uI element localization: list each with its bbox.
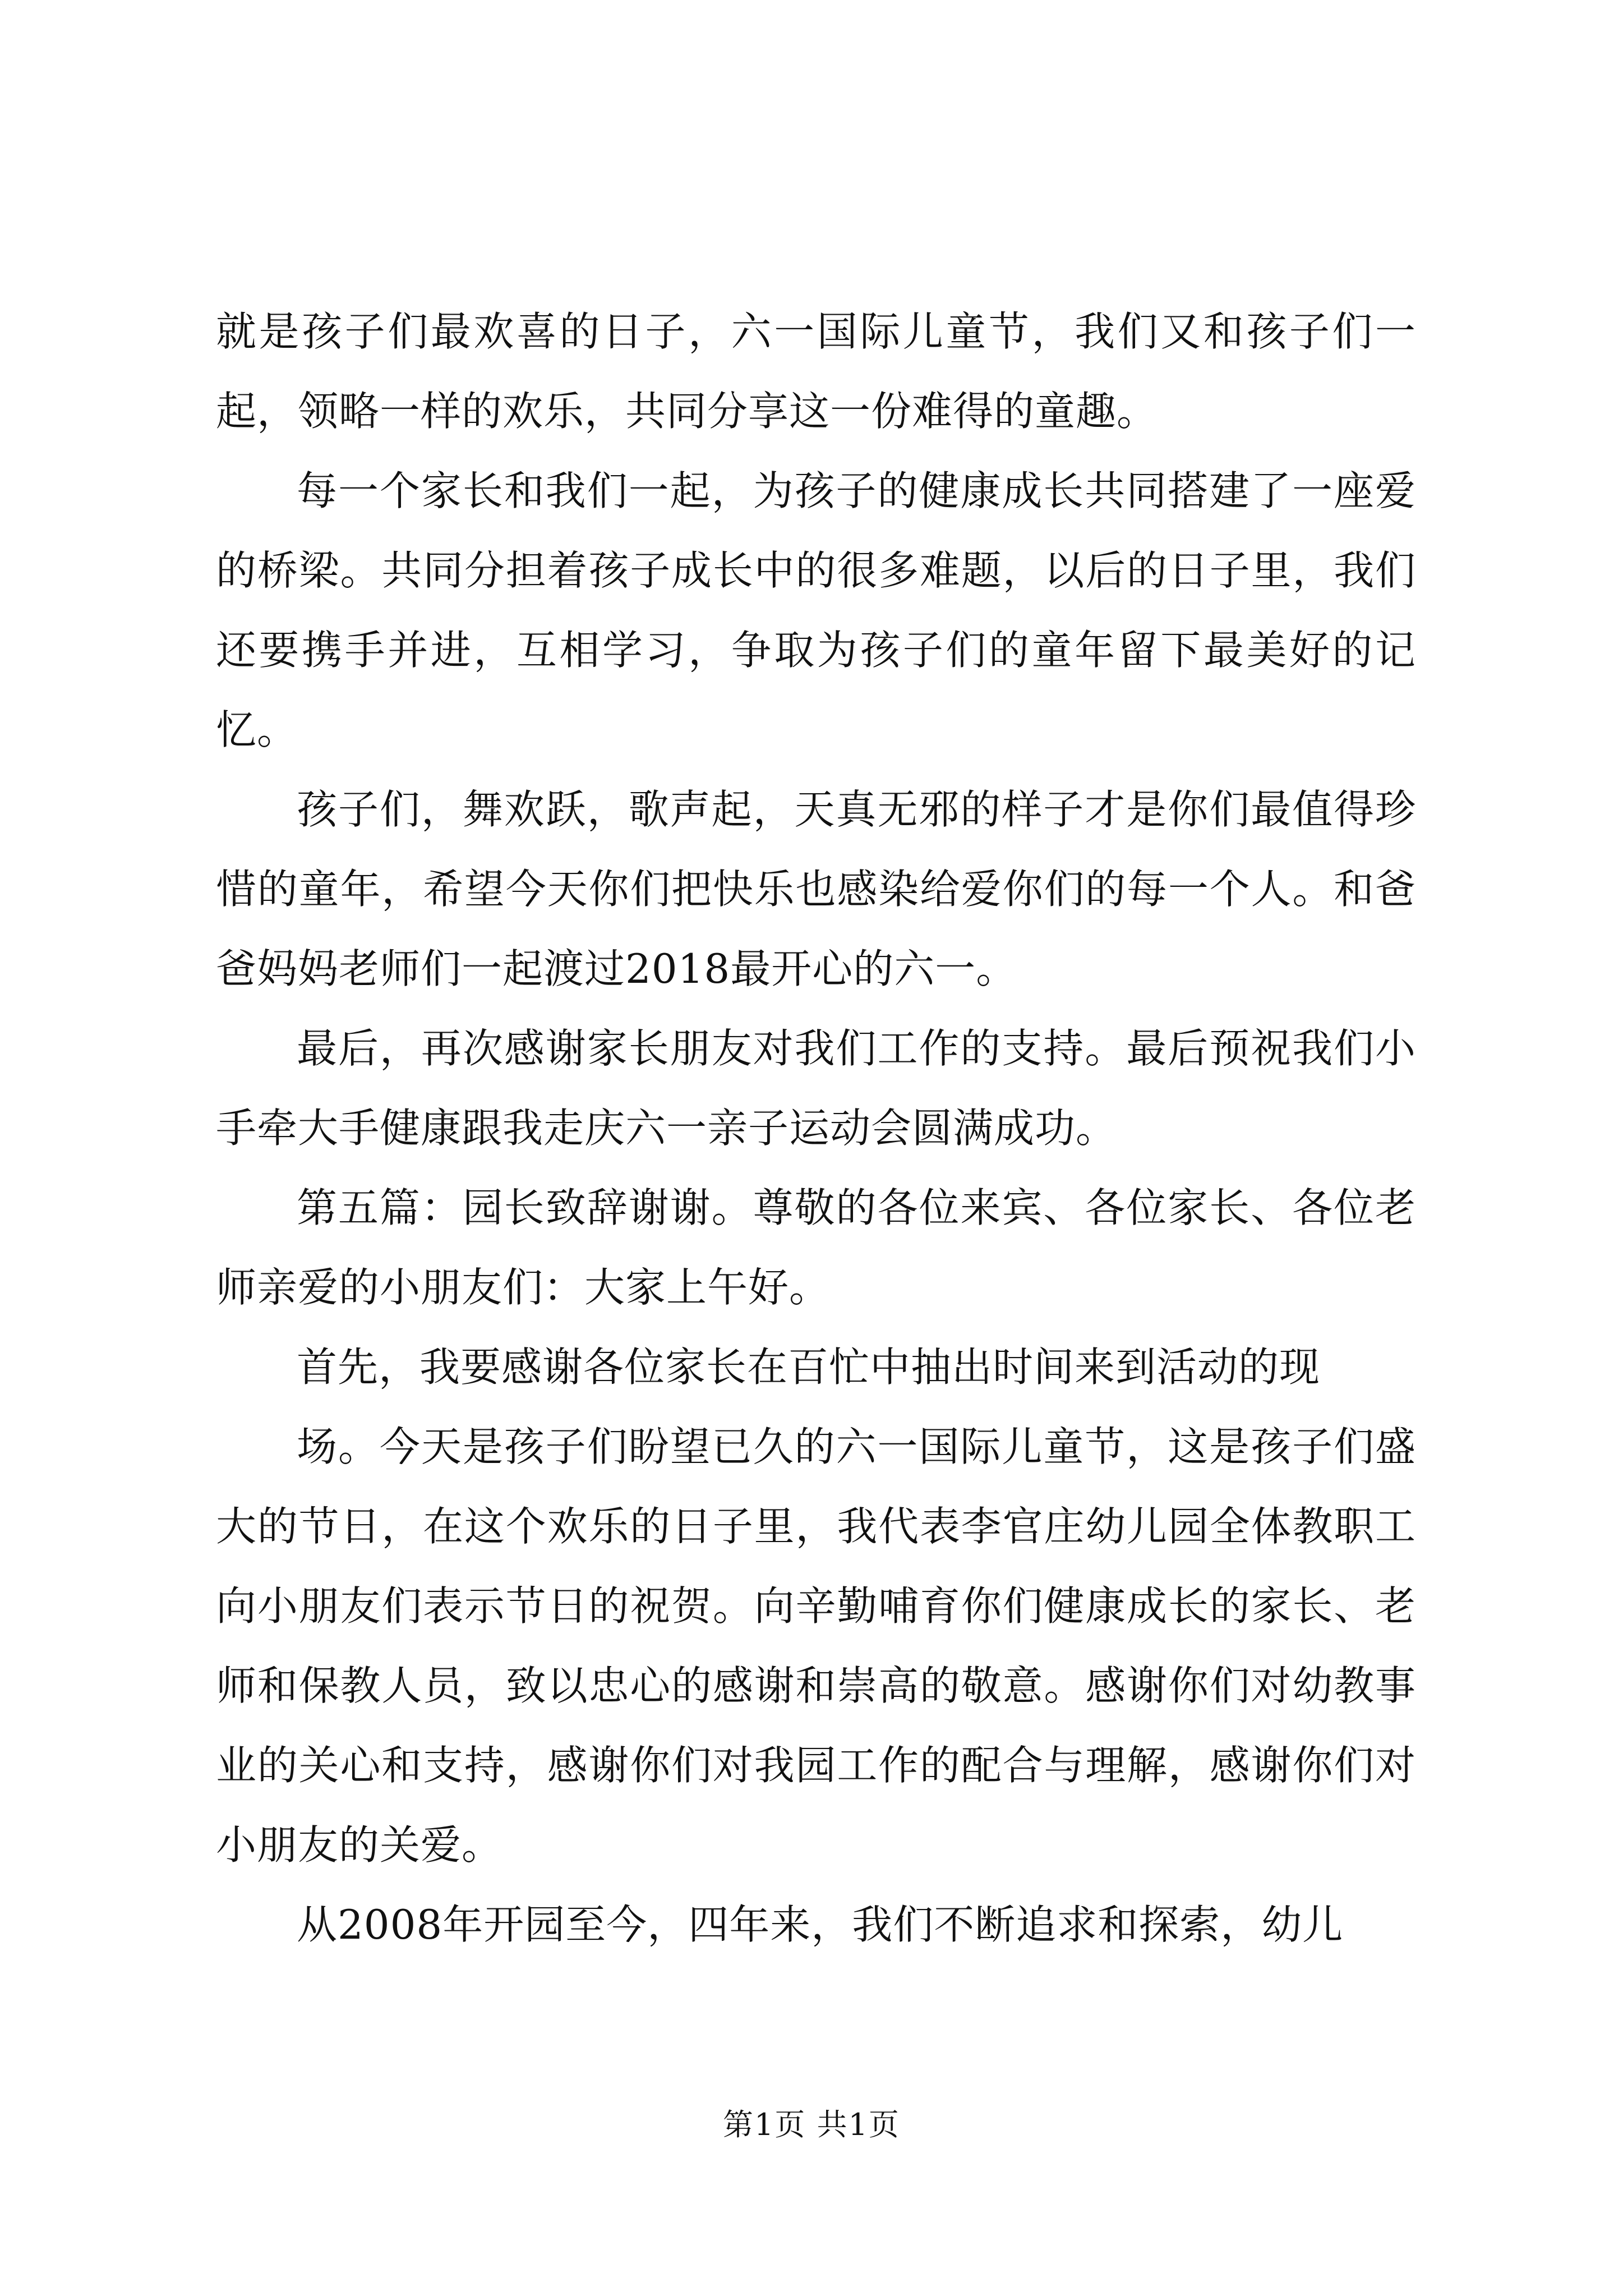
paragraph-continuation: 就是孩子们最欢喜的日子，六一国际儿童节，我们又和孩子们一起，领略一样的欢乐，共同分享这一份难得的童趣。 (216, 308, 1416, 435)
paragraph-fifth-speech-heading: 第五篇：园长致辞谢谢。尊敬的各位来宾、各位家长、各位老师亲爱的小朋友们：大家上午好。 (216, 1184, 1416, 1311)
document-body (216, 292, 1416, 1964)
paragraph-festival-greetings: 场。今天是孩子们盼望已久的六一国际儿童节，这是孩子们盛大的节日，在这个欢乐的日子里，我代表李官庄幼儿园全体教职工向小朋友们表示节日的祝贺。向辛勤哺育你们健康成长的家长、老师和保教人员，致以忠心的感谢和崇高的敬意。感谢你们对幼教事业的关心和支持，感谢你们对我园工作的配合与理解，感谢你们对小朋友的关爱。 (216, 1423, 1416, 1869)
paragraph-since-2008: 从2008年开园至今，四年来，我们不断追求和探索，幼儿 (297, 1901, 1344, 1948)
paragraph-parents-bridge: 每一个家长和我们一起，为孩子的健康成长共同搭建了一座爱的桥梁。共同分担着孩子成长中的很多难题，以后的日子里，我们还要携手并进，互相学习，争取为孩子们的童年留下最美好的记忆。 (216, 467, 1416, 753)
page-footer: 第1页 共1页 (723, 2107, 900, 2142)
paragraph-closing-thanks: 最后，再次感谢家长朋友对我们工作的支持。最后预祝我们小手牵大手健康跟我走庆六一亲子运动会圆满成功。 (216, 1025, 1416, 1152)
paragraph-children-joy: 孩子们，舞欢跃，歌声起，天真无邪的样子才是你们最值得珍惜的童年，希望今天你们把快乐也感染给爱你们的每一个人。和爸爸妈妈老师们一起渡过2018最开心的六一。 (216, 786, 1416, 992)
paragraph-first-thanks: 首先，我要感谢各位家长在百忙中抽出时间来到活动的现 (297, 1343, 1321, 1391)
